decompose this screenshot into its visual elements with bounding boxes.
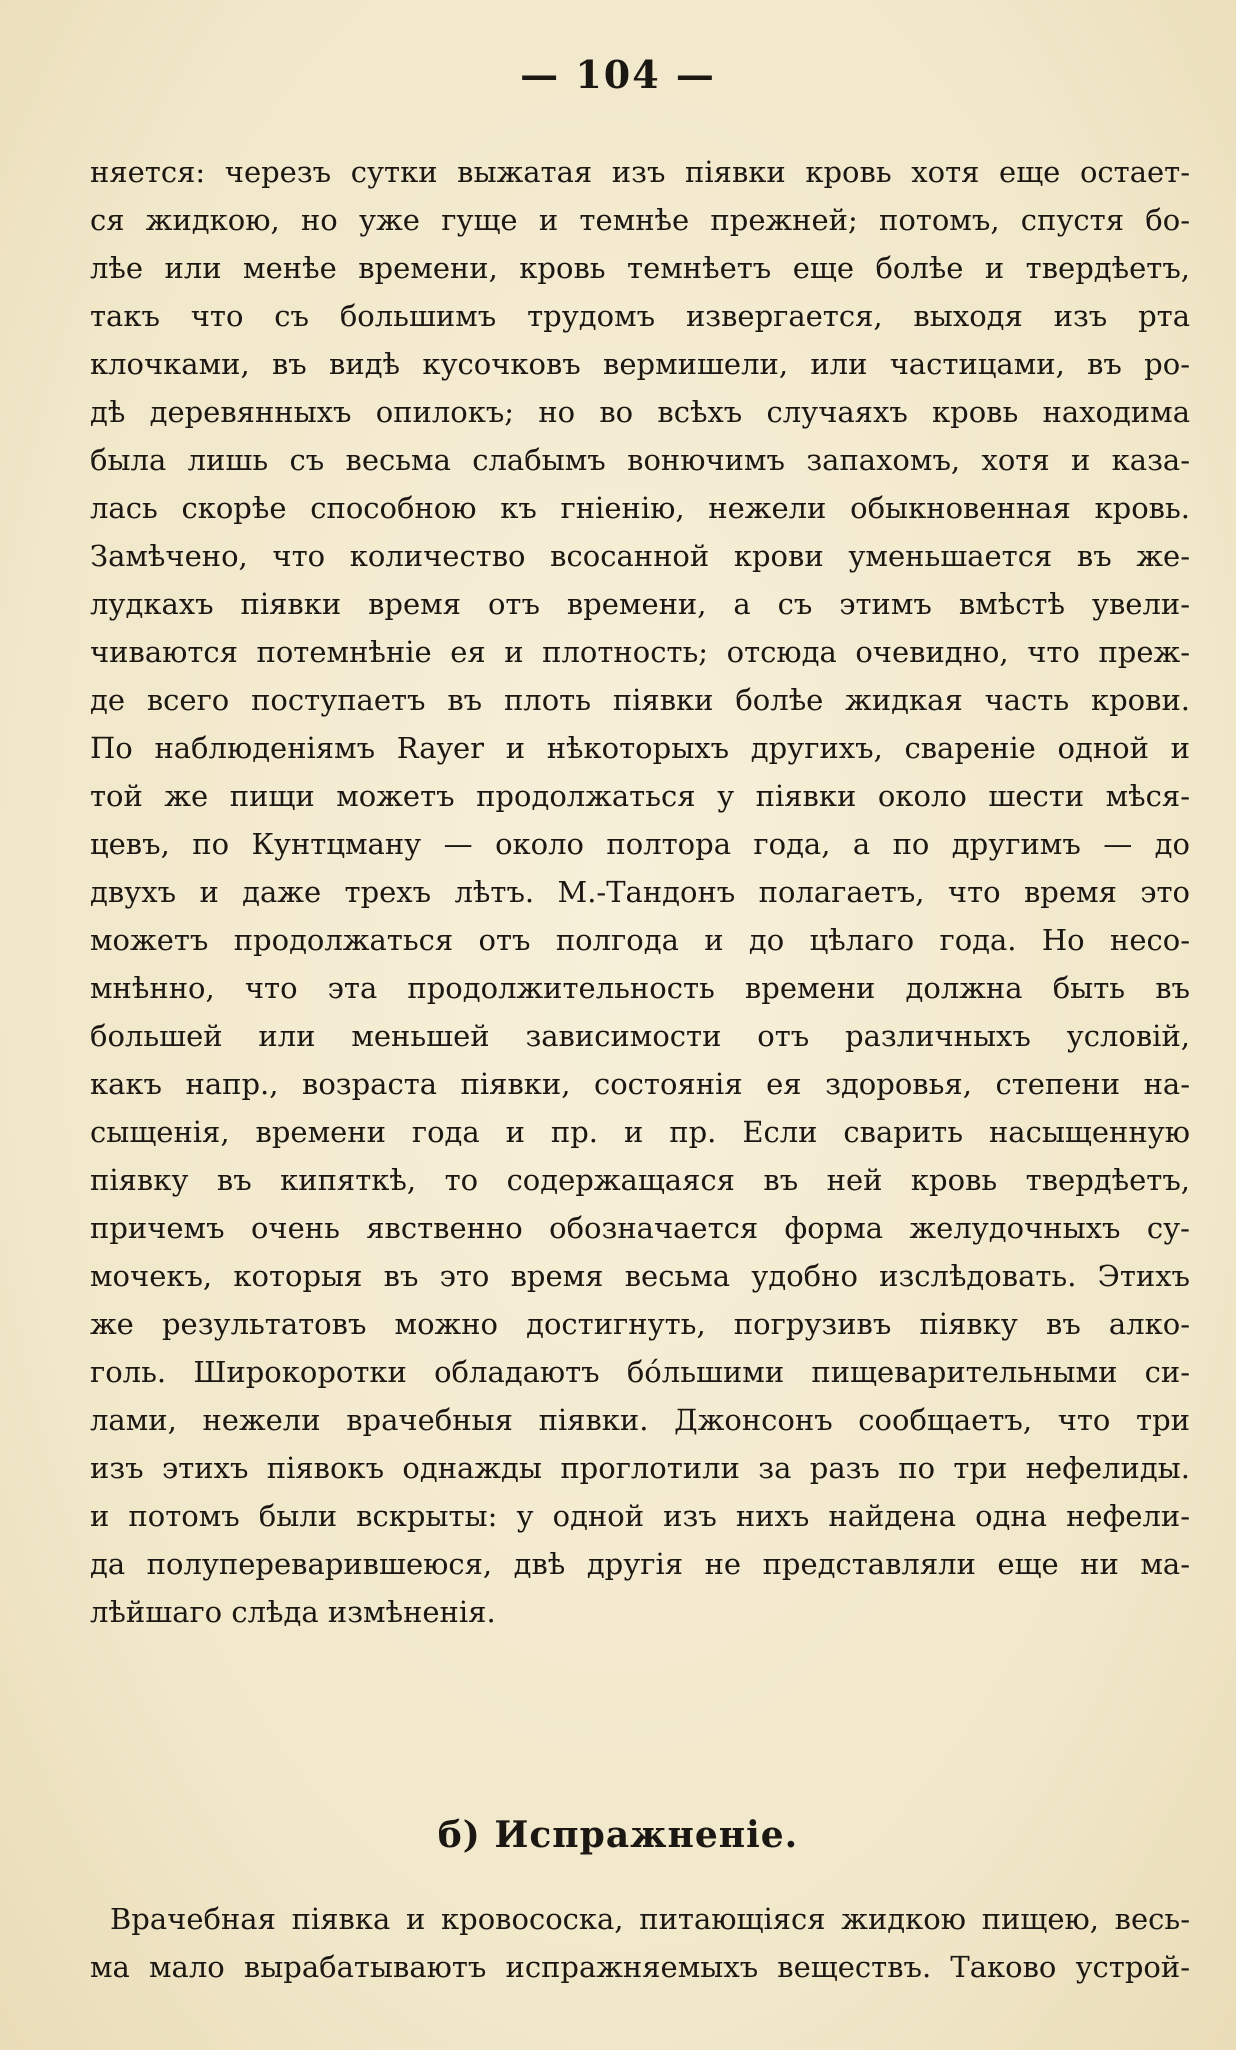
text-line: лѣйшаго слѣда измѣненія. [90,1595,496,1629]
text-line: да полупереварившеюся, двѣ другія не представляли еще ни ма- [90,1547,1190,1581]
text-line: Замѣчено, что количество всосанной крови уменьшается въ же- [90,539,1190,573]
text-line: двухъ и даже трехъ лѣтъ. М.-Тандонъ полагаетъ, что время это [90,875,1190,909]
paragraph [90,148,1190,1636]
text-line: ма мало вырабатываютъ испражняемыхъ веществъ. Таково устрой- [90,1950,1190,1984]
text-line: и потомъ были вскрыты: у одной изъ нихъ найдена одна нефели- [90,1499,1190,1533]
text-line: причемъ очень явственно обозначается форма желудочныхъ су- [90,1211,1190,1245]
text-line: лась скорѣе способною къ гніенію, нежели обыкновенная кровь. [90,491,1190,525]
text-line: же результатовъ можно достигнуть, погрузивъ піявку въ алко- [90,1307,1190,1341]
text-line: такъ что съ большимъ трудомъ извергается, выходя изъ рта [90,299,1190,333]
section-heading: б) Испражненіе. [437,1814,799,1856]
text-line: большей или меньшей зависимости отъ различныхъ условій, [90,1019,1190,1053]
paragraph-continued [90,1895,1190,1991]
text-line: изъ этихъ піявокъ однажды проглотили за разъ по три нефелиды. [90,1451,1190,1485]
text-line: ся жидкою, но уже гуще и темнѣе прежней; потомъ, спустя бо- [90,203,1190,237]
text-line: голь. Широкоротки обладаютъ бо́льшими пищеварительными си- [90,1355,1190,1389]
text-line: няется: черезъ сутки выжатая изъ піявки кровь хотя еще остает- [90,155,1190,189]
text-line: мнѣнно, что эта продолжительность времени должна быть въ [90,971,1190,1005]
text-line: Врачебная піявка и кровососка, питающіяся жидкою пищею, весь- [110,1902,1190,1936]
page-number: — 104 — [520,52,716,97]
text-line: той же пищи можетъ продолжаться у піявки около шести мѣся- [90,779,1190,813]
text-line: была лишь съ весьма слабымъ вонючимъ запахомъ, хотя и каза- [90,443,1190,477]
text-line: мочекъ, которыя въ это время весьма удобно изслѣдовать. Этихъ [90,1259,1190,1293]
text-line: дѣ деревянныхъ опилокъ; но во всѣхъ случаяхъ кровь находима [90,395,1190,429]
text-line: какъ напр., возраста піявки, состоянія ея здоровья, степени на- [90,1067,1190,1101]
text-line: сыщенія, времени года и пр. и пр. Если сварить насыщенную [90,1115,1190,1149]
text-line: лудкахъ піявки время отъ времени, а съ этимъ вмѣстѣ увели- [90,587,1190,621]
text-line: По наблюденіямъ Rayer и нѣкоторыхъ другихъ, свареніе одной и [90,731,1190,765]
text-line: лами, нежели врачебныя піявки. Джонсонъ сообщаетъ, что три [90,1403,1190,1437]
text-line: можетъ продолжаться отъ полгода и до цѣлаго года. Но несо- [90,923,1190,957]
text-line: клочками, въ видѣ кусочковъ вермишели, или частицами, въ ро- [90,347,1190,381]
text-line: цевъ, по Кунтцману — около полтора года, а по другимъ — до [90,827,1190,861]
text-line: піявку въ кипяткѣ, то содержащаяся въ ней кровь твердѣетъ, [90,1163,1190,1197]
text-line: лѣе или менѣе времени, кровь темнѣетъ еще болѣе и твердѣетъ, [90,251,1190,285]
text-line: де всего поступаетъ въ плоть піявки болѣе жидкая часть крови. [90,683,1190,717]
text-line: чиваются потемнѣніе ея и плотность; отсюда очевидно, что преж- [90,635,1190,669]
